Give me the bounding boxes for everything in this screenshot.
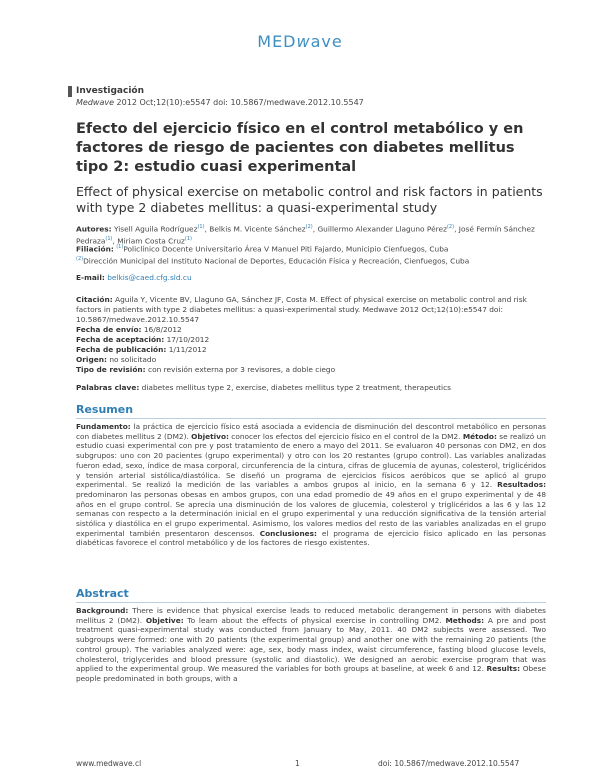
journal-logo: MEDwave	[257, 32, 343, 51]
resumen-heading: Resumen	[76, 403, 134, 416]
abstract-text: Background: There is evidence that physical exercise leads to reduced metabolic derangement in persons with diabetes mellitus 2 (DM2). Objetive: To learn about the effects of physical exercise in controlling DM2. Methods: A pre and post treatment quasi-experimental study was conducted from January to May, 2011. 40 DM2 subjects were assessed. Two subgroups were formed: one with 20 patients (the experimental group) and another one with the remaining 20 patients (the control group). The variables analyzed were: age, sex, body mass index, waist circumference, fasting blood glucose levels, cholesterol, triglycerides and blood pressure (systolic and diastolic). We designed an aerobic exercise program that was applied to the experimental group. We measured the variables for both groups at baseline, at week 6 and 12. Results: Obese people predominated in both groups, with a	[76, 606, 546, 683]
abstract-heading: Abstract	[76, 587, 129, 600]
journal-citation-line: Medwave 2012 Oct;12(10):e5547 doi: 10.5867/medwave.2012.10.5547	[76, 98, 364, 107]
authors: Autores: Yisell Aguila Rodríguez$^{(1)}$, Belkis M. Vicente Sánchez$^{(2)}$, Guillermo Alexander Llaguno Pérez$^{(2)}$, José Fermín Sánchez Pedraza$^{(1)}$, Miriam Costa Cruz$^{(1)}$	[76, 224, 535, 246]
date-row: Tipo de revisión: con revisión externa por 3 revisores, a doble ciego	[76, 365, 336, 374]
section-label: Investigación	[68, 86, 144, 97]
title-spanish: Efecto del ejercicio físico en el control metabólico y en factores de riesgo de pacientes con diabetes mellitus tipo 2: estudio cuasi experimental	[76, 121, 524, 175]
affiliation: Filiación: $^{(1)}$Policlínico Docente Universitario Área V Manuel Piti Fajardo, Municipio Cienfuegos, Cuba $^{(2)}$Dirección Municipal del Instituto Nacional de Deportes, Educación Física y Recreación, Cienfuegos, Cuba	[76, 244, 470, 266]
date-row: Fecha de aceptación: 17/10/2012	[76, 335, 210, 344]
page-number: 1	[295, 759, 300, 768]
date-row: Fecha de publicación: 1/11/2012	[76, 345, 207, 354]
citation: Citación: Aguila Y, Vicente BV, Llaguno GA, Sánchez JF, Costa M. Effect of physical exercise on metabolic control and risk factors in patients with type 2 diabetes mellitus: a quasi-experimental study. Medwave 2012 Oct;12(10):e5547 doi: 10.5867/medwave.2012.10.5547	[76, 295, 527, 324]
date-row: Origen: no solicitado	[76, 355, 157, 364]
divider	[76, 418, 546, 419]
footer-doi: doi: 10.5867/medwave.2012.10.5547	[378, 759, 520, 768]
email-link[interactable]: belkis@caed.cfg.sld.cu	[107, 273, 192, 282]
footer-website[interactable]: www.medwave.cl	[76, 759, 142, 768]
title-english: Effect of physical exercise on metabolic control and risk factors in patients with type 2 diabetes mellitus: a quasi-experimental study	[76, 184, 543, 215]
email: E-mail: belkis@caed.cfg.sld.cu	[76, 273, 192, 282]
divider	[76, 602, 546, 603]
date-row: Fecha de envío: 16/8/2012	[76, 325, 182, 334]
dates-list	[76, 325, 546, 375]
keywords: Palabras clave: diabetes mellitus type 2, exercise, diabetes mellitus type 2 treatment, therapeutics	[76, 383, 451, 392]
resumen-text: Fundamento: la práctica de ejercicio físico está asociada a evidencia de disminución del descontrol metabólico en personas con diabetes mellitus 2 (DM2). Objetivo: conocer los efectos del ejercicio físico en el control de la DM2. Método: se realizó un estudio cuasi experimental con pre y post tratamiento de enero a mayo del 2011. Se evaluaron 40 personas con DM2, en dos subgrupos: uno con 20 pacientes (grupo experimental) y otro con los 20 restantes (grupo control). Las variables analizadas fueron edad, sexo, índice de masa corporal, circunferencia de la cintura, cifras de glucemia de ayunas, colesterol, triglicéridos y tensión arterial sistólica/diastólica. Se diseñó un programa de ejercicios físicos aeróbicos que se aplicó al grupo experimental. Se realizó la medición de las variables a ambos grupos al inicio, en la semana 6 y 12. Resultados: predominaron las personas obesas en ambos grupos, con una edad promedio de 49 años en el grupo experimental y de 48 años en el grupo control. Se aprecia una disminución de los valores de glucemia, colesterol y triglicéridos a las 6 y las 12 semanas con respecto a la determinación inicial en el grupo experimental y una reducción significativa de la tensión arterial sistólica y diastólica en el grupo experimental. Asimismo, los valores medios del resto de las variables analizadas en el grupo experimental también presentaron descensos. Conclusiones: el programa de ejercicio físico aplicado en las personas diabéticas favorece el control metabólico y de los factores de riesgo existentes.	[76, 422, 546, 548]
